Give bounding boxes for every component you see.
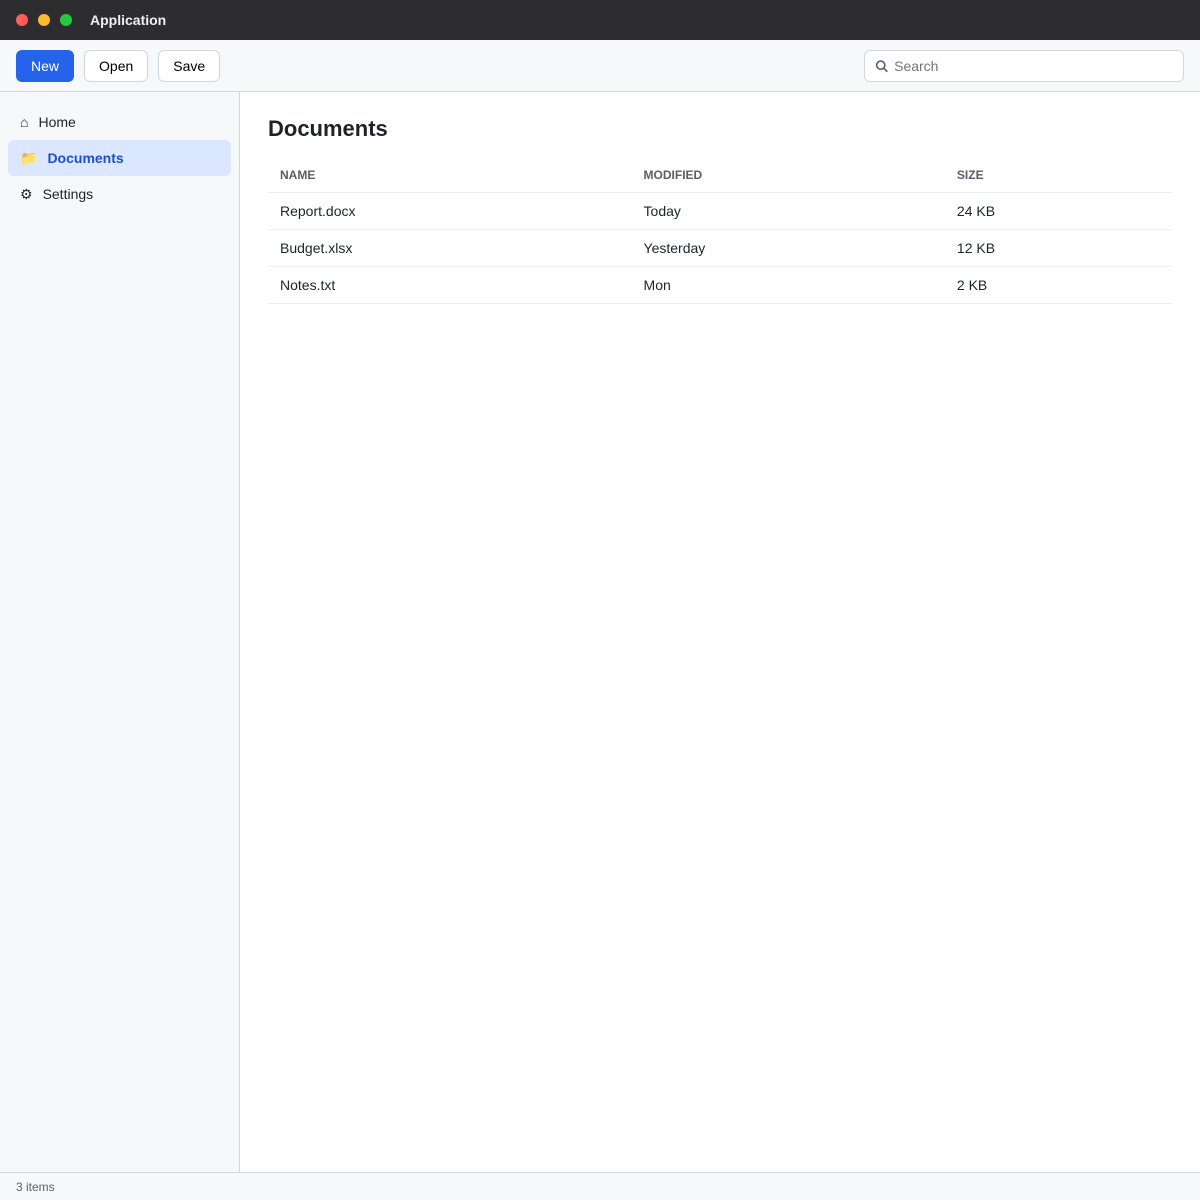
table-header-row xyxy=(268,158,1172,193)
table-cell: 24 KB xyxy=(945,193,1172,230)
table-row[interactable] xyxy=(268,193,1172,230)
search-box[interactable] xyxy=(864,50,1184,82)
search-input[interactable] xyxy=(894,58,1173,74)
table-cell: Yesterday xyxy=(632,230,945,267)
sidebar-item-label: Home xyxy=(38,114,76,130)
minimize-window-button[interactable] xyxy=(38,14,50,26)
column-header[interactable]: MODIFIED xyxy=(632,158,945,193)
table-cell: Mon xyxy=(632,267,945,304)
status-bar xyxy=(0,1172,1200,1200)
search-icon xyxy=(875,59,888,73)
gear-icon: ⚙ xyxy=(20,185,33,202)
page-title: Documents xyxy=(268,116,388,141)
column-header[interactable]: NAME xyxy=(268,158,632,193)
content-area xyxy=(0,92,1200,1172)
home-icon: ⌂ xyxy=(20,114,29,130)
title-bar xyxy=(0,0,1200,40)
file-table xyxy=(268,158,1172,304)
sidebar xyxy=(0,92,240,1172)
table-cell: Today xyxy=(632,193,945,230)
table-cell: 12 KB xyxy=(945,230,1172,267)
column-header[interactable]: SIZE xyxy=(945,158,1172,193)
status-text: 3 items xyxy=(16,1179,55,1194)
sidebar-item-label: Settings xyxy=(42,186,94,202)
table-cell: Report.docx xyxy=(268,193,632,230)
window-title: Application xyxy=(90,12,167,28)
open-button[interactable]: Open xyxy=(84,50,148,82)
sidebar-item-home[interactable] xyxy=(8,104,231,140)
toolbar xyxy=(0,40,1200,92)
table-cell: Budget.xlsx xyxy=(268,230,632,267)
save-button[interactable]: Save xyxy=(158,50,220,82)
maximize-window-button[interactable] xyxy=(60,14,72,26)
folder-icon: 📁 xyxy=(20,149,38,166)
new-button[interactable]: New xyxy=(16,50,74,82)
table-row[interactable] xyxy=(268,267,1172,304)
table-row[interactable] xyxy=(268,230,1172,267)
close-window-button[interactable] xyxy=(16,14,28,26)
sidebar-item-settings[interactable] xyxy=(8,176,231,212)
table-cell: 2 KB xyxy=(945,267,1172,304)
main-panel xyxy=(240,92,1200,1172)
table-cell: Notes.txt xyxy=(268,267,632,304)
sidebar-item-label: Documents xyxy=(47,150,124,166)
sidebar-item-documents[interactable] xyxy=(8,140,231,176)
